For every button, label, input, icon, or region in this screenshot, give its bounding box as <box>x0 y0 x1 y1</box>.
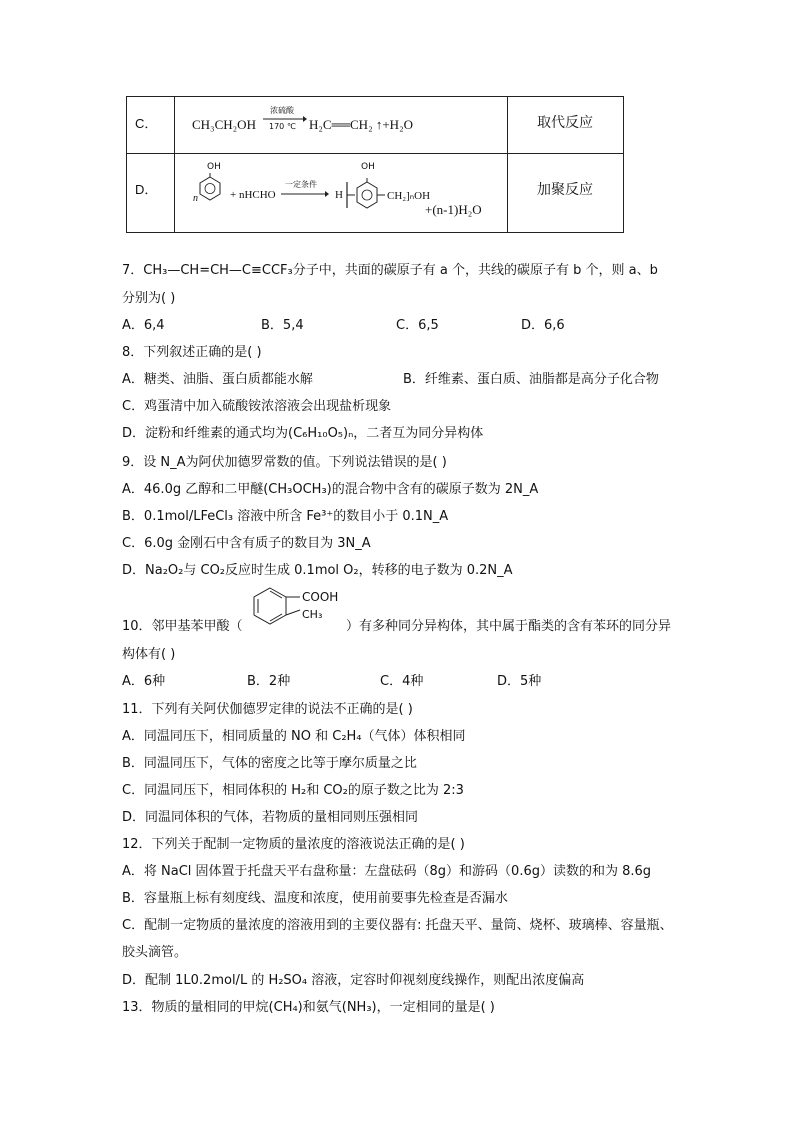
table-row-c <box>127 97 623 154</box>
condition-bottom: 170 ℃ <box>269 122 296 131</box>
q12-option-a: A．将 NaCl 固体置于托盘天平右盘称量：左盘砝码（8g）和游码（0.6g）读数的和为 8.6g <box>122 864 652 879</box>
o-toluic-acid-structure-icon <box>248 584 308 628</box>
question-10-stem-end: ）有多种同分异构体，其中属于酯类的含有苯环的同分异 <box>346 619 672 634</box>
question-7-stem: 7．CH₃—CH=CH—C≡CCF₃分子中，共面的碳原子有 a 个，共线的碳原子有 b 个，则 a、b <box>122 263 658 278</box>
polymer-oh-label: OH <box>361 162 375 172</box>
reaction-type: 加聚反应 <box>537 182 593 198</box>
q7-option-c: C．6,5 <box>396 318 439 333</box>
question-8-stem: 8．下列叙述正确的是( ) <box>122 345 262 360</box>
question-13-stem: 13．物质的量相同的甲烷(CH₄)和氨气(NH₃)，一定相同的量是( ) <box>122 1000 495 1015</box>
reaction-arrow-icon <box>281 191 329 197</box>
q12-option-c-cont: 胶头滴管。 <box>122 945 188 960</box>
q12-option-b: B．容量瓶上标有刻度线、温度和浓度，使用前要事先检查是否漏水 <box>122 891 508 906</box>
q10-option-d: D．5种 <box>497 674 542 689</box>
q11-option-a: A．同温同压下，相同质量的 NO 和 C₂H₄（气体）体积相同 <box>122 729 466 744</box>
reaction-table <box>126 96 624 233</box>
q11-option-d: D．同温同体积的气体，若物质的量相同则压强相同 <box>122 810 419 825</box>
byproduct: +(n-1)H₂O <box>425 202 482 217</box>
product: H₂C══CH₂ ↑+H₂O <box>309 117 413 132</box>
reagent: + nHCHO <box>230 189 276 201</box>
q8-option-c: C．鸡蛋清中加入硫酸铵浓溶液会出现盐析现象 <box>122 399 392 414</box>
q11-option-c: C．同温同压下，相同体积的 H₂和 CO₂的原子数之比为 2:3 <box>122 783 464 798</box>
condition-top: 浓硫酸 <box>270 106 294 115</box>
q9-option-a: A．46.0g 乙醇和二甲醚(CH₃OCH₃)的混合物中含有的碳原子数为 2N_A <box>122 482 539 497</box>
q10-option-a: A．6种 <box>122 674 166 689</box>
option-label: C． <box>135 116 158 131</box>
polymer-suffix: CH₂]ₙOH <box>387 190 431 202</box>
reactant: CH₃CH₂OH <box>192 117 256 132</box>
q9-option-b: B．0.1mol/LFeCl₃ 溶液中所含 Fe³⁺的数目小于 0.1N_A <box>122 509 449 524</box>
q9-option-c: C．6.0g 金刚石中含有质子的数目为 3N_A <box>122 536 371 551</box>
reaction-type: 取代反应 <box>537 115 593 131</box>
phenol-oh-label: OH <box>207 162 221 172</box>
phenol-ring-icon <box>198 173 222 201</box>
q9-option-d: D．Na₂O₂与 CO₂反应时生成 0.1mol O₂，转移的电子数为 0.2N_A <box>122 563 513 578</box>
cooh-label: COOH <box>302 590 339 604</box>
q11-option-b: B．同温同压下，气体的密度之比等于摩尔质量之比 <box>122 756 417 771</box>
q7-option-a: A．6,4 <box>122 318 165 333</box>
ch3-label: CH₃ <box>302 608 323 621</box>
q12-option-d: D．配制 1L0.2mol/L 的 H₂SO₄ 溶液，定容时仰视刻度线操作，则配出浓度偏高 <box>122 973 585 988</box>
q7-option-d: D．6,6 <box>521 318 565 333</box>
polymer-end: H <box>335 189 343 201</box>
q10-option-c: C．4种 <box>380 674 424 689</box>
q10-option-b: B．2种 <box>247 674 291 689</box>
condition-top: 一定条件 <box>285 180 317 189</box>
question-7-stem-cont: 分别为( ) <box>122 291 176 306</box>
q8-option-d: D．淀粉和纤维素的通式均为(C₆H₁₀O₅)ₙ，二者互为同分异构体 <box>122 426 484 441</box>
question-10-stem-start: 10．邻甲基苯甲酸（ <box>122 619 243 634</box>
question-12-stem: 12．下列关于配制一定物质的量浓度的溶液说法正确的是( ) <box>122 837 465 852</box>
q8-option-b: B．纤维素、蛋白质、油脂都是高分子化合物 <box>403 372 659 387</box>
coefficient-n: n <box>193 193 198 204</box>
table-row-d <box>127 153 623 232</box>
question-11-stem: 11．下列有关阿伏伽德罗定律的说法不正确的是( ) <box>122 702 413 717</box>
question-10-stem-cont: 构体有( ) <box>122 647 176 662</box>
q7-option-b: B．5,4 <box>261 318 304 333</box>
question-9-stem: 9．设 N_A为阿伏加德罗常数的值。下列说法错误的是( ) <box>122 455 447 470</box>
q8-option-a: A．糖类、油脂、蛋白质都能水解 <box>122 372 313 387</box>
q12-option-c: C．配制一定物质的量浓度的溶液用到的主要仪器有: 托盘天平、量筒、烧杯、玻璃棒、容量瓶、 <box>122 918 673 933</box>
option-label: D． <box>135 182 158 197</box>
